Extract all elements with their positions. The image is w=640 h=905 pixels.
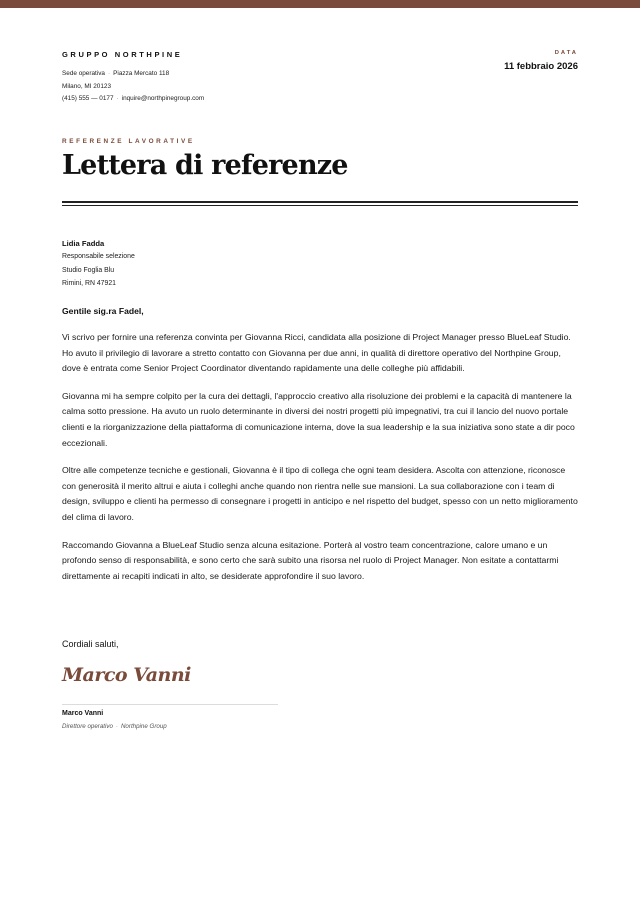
body-paragraph: Raccomando Giovanna a BlueLeaf Studio senza alcuna esitazione. Porterà al vostro team concentrazione, calore umano e un profondo senso di responsabilità, e sono certo che sarà subito una risorsa nel ruolo di Project Manager. Non esitate a contattarmi direttamente ai recapiti indicati in alto, se desiderate approfondire il suo lavoro. xyxy=(62,539,559,581)
document-title: Lettera di referenze xyxy=(62,150,348,181)
date-block xyxy=(504,50,578,72)
top-accent-bar xyxy=(0,0,640,8)
document-eyebrow: REFERENZE LAVORATIVE xyxy=(62,138,195,145)
separator-dot: · xyxy=(108,70,111,77)
letterhead xyxy=(62,50,578,102)
letter-closing: Cordiali saluti, xyxy=(62,639,119,649)
separator-dot: · xyxy=(116,95,119,102)
address-street: Piazza Mercato 118 xyxy=(113,70,170,77)
date-value: 11 febbraio 2026 xyxy=(504,61,578,72)
sender-address xyxy=(62,68,204,106)
sender-contact-line xyxy=(62,93,204,106)
recipient-company: Studio Foglia Blu xyxy=(62,266,115,274)
address-label: Sede operativa xyxy=(62,70,105,77)
letter-body xyxy=(62,330,578,596)
title-divider-thin xyxy=(62,205,578,206)
letter-greeting: Gentile sig.ra Fadel, xyxy=(62,306,144,316)
address-city: Milano, MI 20123 xyxy=(62,82,112,90)
body-paragraph: Giovanna mi ha sempre colpito per la cura dei dettagli, l'approccio creativo alla risoluzione dei problemi e la capacità di mantenere la calma sotto pressione. Ha avuto un ruolo determinante in diversi dei nostri progetti più impegnativi, tra cui il lancio del nuovo portale clienti e la riorganizzazione della piattaforma di comunicazione interna, dove la sua leadership e la sua iniziativa sono state a dir poco eccezionali. xyxy=(62,390,575,448)
organization-name: GRUPPO NORTHPINE xyxy=(62,50,183,59)
recipient-role: Responsabile selezione xyxy=(62,253,135,261)
sender-email: inquire@northpinegroup.com xyxy=(121,95,205,102)
body-paragraph: Oltre alle competenze tecniche e gestionali, Giovanna è il tipo di collega che ogni team desidera. Ascolta con attenzione, riconosce con generosità il merito altrui e aiuta i colleghi anche quando non rientra nelle sue mansioni. La sua collaborazione con i team di design, sviluppo e clienti ha permesso di consegnare i progetti in anticipo e nel rispetto del budget, spesso con un netto miglioramento del clima di lavoro. xyxy=(62,465,578,522)
separator-dot: · xyxy=(115,723,118,730)
body-paragraph: Vi scrivo per fornire una referenza convinta per Giovanna Ricci, candidata alla posizione di Project Manager presso BlueLeaf Studio. Ho avuto il privilegio di lavorare a stretto contatto con Giovanna per due anni, in qualità di direttore operativo del Northpine Group, dove è entrata come Senior Project Coordinator diventando rapidamente una delle colleghe più affidabili. xyxy=(62,332,571,374)
recipient-block xyxy=(62,237,135,291)
sender-phone: (415) 555 — 0177 xyxy=(62,95,114,102)
recipient-name: Lidia Fadda xyxy=(62,239,105,248)
signer-role-line xyxy=(62,723,167,730)
sender-address-line-1 xyxy=(62,68,204,81)
date-label: DATA xyxy=(554,50,578,56)
handwritten-signature: Marco Vanni xyxy=(62,664,191,686)
signer-title: Direttore operativo xyxy=(62,723,113,730)
title-divider xyxy=(62,201,578,203)
signature-divider xyxy=(62,704,278,705)
signer-organization: Northpine Group xyxy=(120,723,167,730)
signer-name: Marco Vanni xyxy=(62,710,104,717)
recipient-city: Rimini, RN 47921 xyxy=(62,280,116,288)
